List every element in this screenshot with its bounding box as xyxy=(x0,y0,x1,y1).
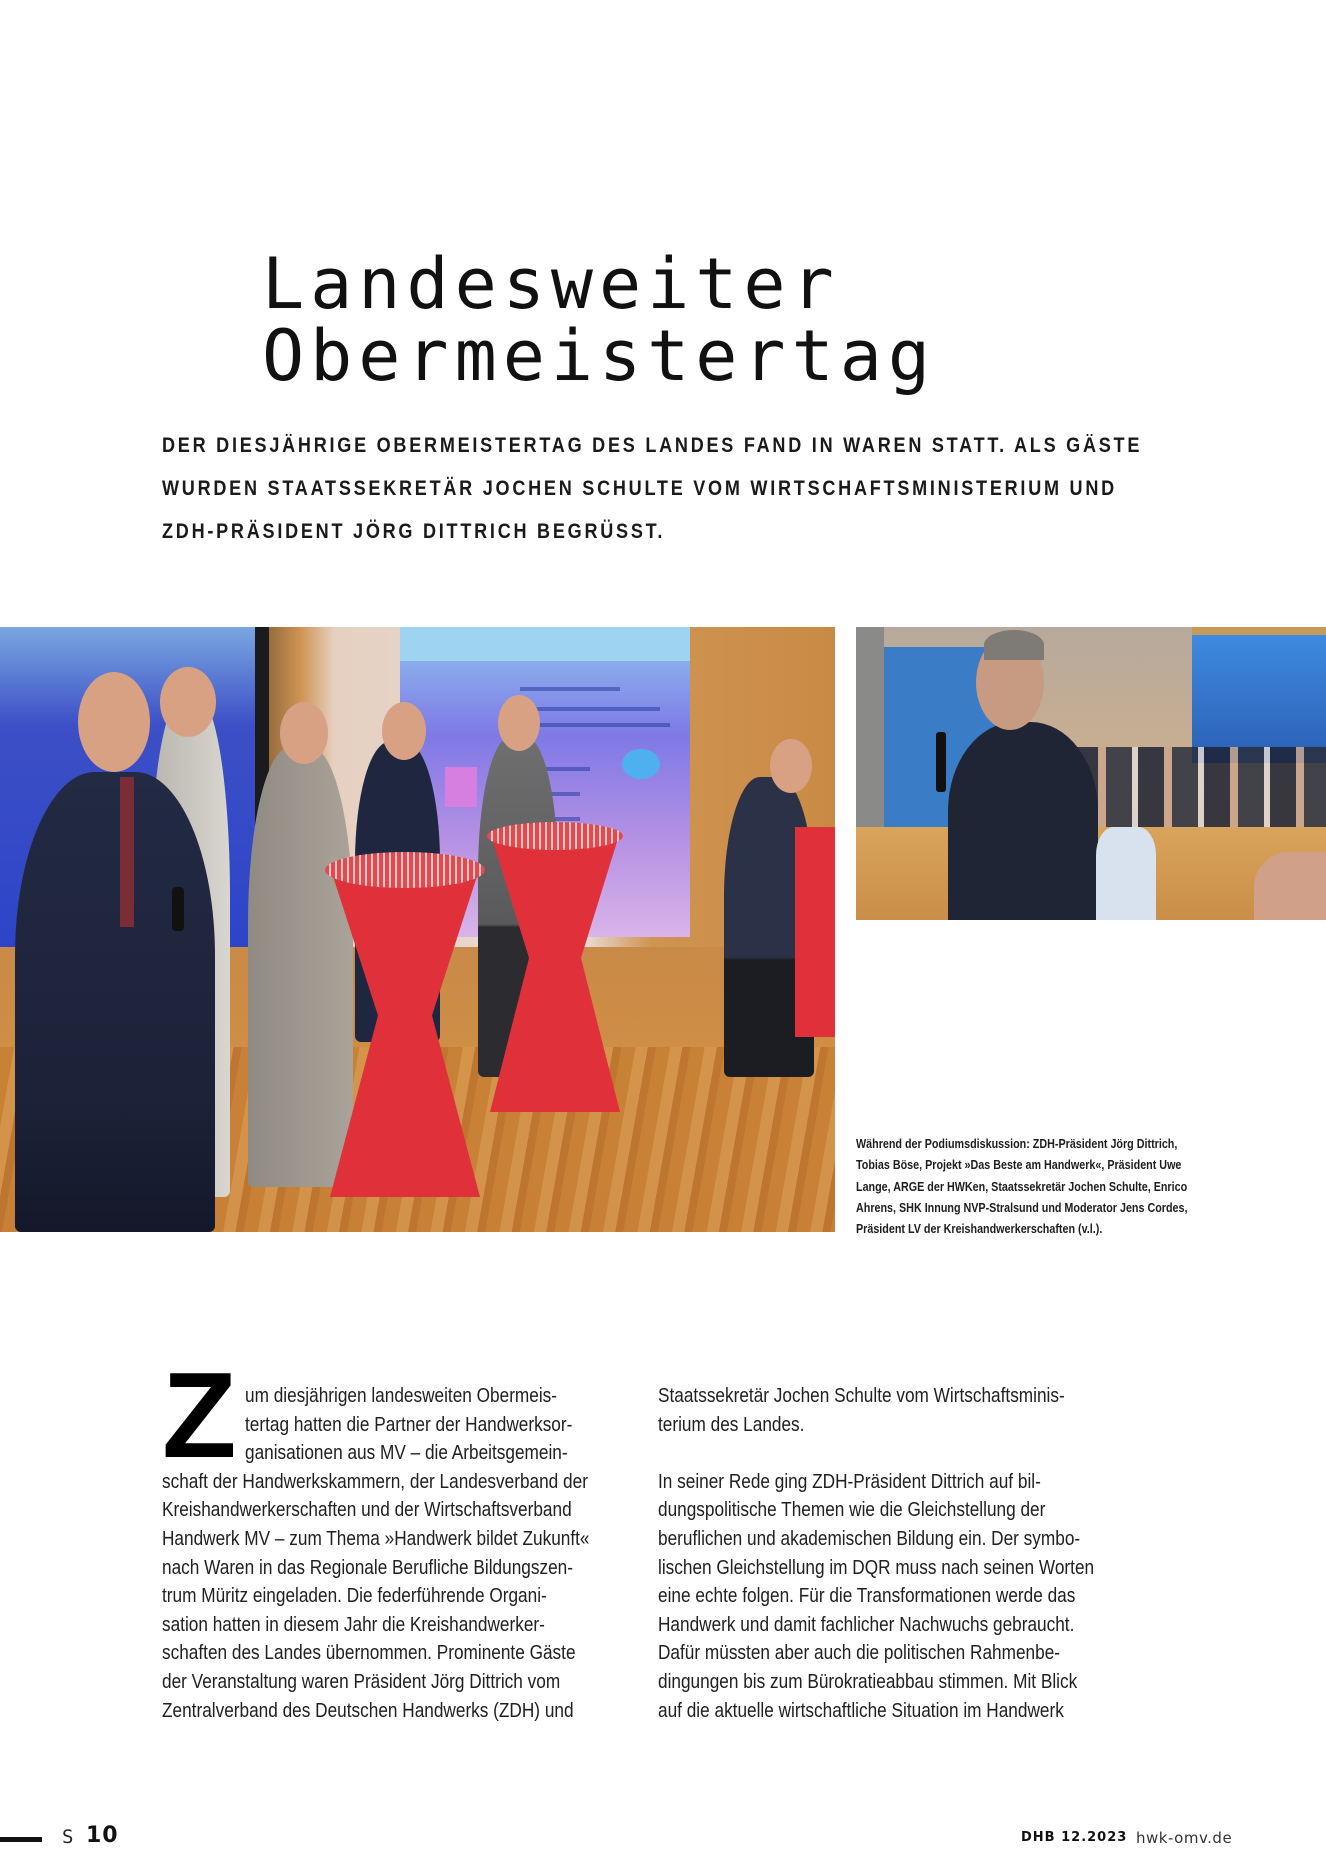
paragraph-gap xyxy=(658,1439,1177,1468)
body-line: Zentralverband des Deutschen Handwerks (ZDH) und xyxy=(162,1698,574,1722)
body-line: Handwerk MV – zum Thema »Handwerk bildet Zukunft« xyxy=(162,1526,590,1550)
body-line: trum Müritz eingeladen. Die federführende Organi- xyxy=(162,1584,547,1608)
body-line: dingungen bis zum Bürokratieabbau stimmen. Mit Blick xyxy=(658,1669,1078,1693)
body-line: beruflichen und akademischen Bildung ein. Der symbo- xyxy=(658,1526,1081,1550)
body-line: lischen Gleichstellung im DQR muss nach seinen Worten xyxy=(658,1555,1095,1579)
audience-question-photo xyxy=(856,627,1326,920)
person-5-head xyxy=(498,695,540,751)
body-line: Handwerk und damit fachlicher Nachwuchs gebraucht. xyxy=(658,1612,1075,1636)
page-number: 10 xyxy=(86,1823,119,1848)
lead-line: ZDH-PRÄSIDENT JÖRG DITTRICH BEGRÜSST. xyxy=(162,520,666,543)
body-line: Kreishandwerkerschaften und der Wirtschaftsverband xyxy=(162,1498,572,1522)
person-4-head xyxy=(382,702,426,760)
person-3-head xyxy=(280,702,328,764)
footer-section-prefix: S xyxy=(62,1826,74,1848)
body-line: der Veranstaltung waren Präsident Jörg Dittrich vom xyxy=(162,1669,561,1693)
body-line: nach Waren in das Regionale Berufliche Bildungszen- xyxy=(162,1555,573,1579)
body-line: um diesjährigen landesweiten Obermeis- xyxy=(245,1384,558,1407)
standing-table-2-top xyxy=(487,822,623,850)
website-label: hwk-omv.de xyxy=(1136,1829,1233,1847)
body-line: tertag hatten die Partner der Handwerksor- xyxy=(245,1412,573,1436)
body-line: schaften des Landes übernommen. Prominente Gäste xyxy=(162,1641,576,1665)
speaker xyxy=(15,772,215,1232)
body-column-left xyxy=(162,1382,671,1725)
caption-line: Lange, ARGE der HWKen, Staatssekretär Jochen Schulte, Enrico xyxy=(856,1179,1188,1194)
article-headline xyxy=(262,243,937,397)
standing-man-hair xyxy=(984,630,1044,660)
standing-table-3 xyxy=(795,827,835,1037)
photo-window xyxy=(1192,627,1326,763)
drop-cap: Z xyxy=(162,1347,237,1483)
body-column-right xyxy=(658,1382,1177,1725)
standing-man xyxy=(948,722,1098,920)
footer-rule xyxy=(0,1837,42,1842)
podium-discussion-photo xyxy=(0,627,835,1232)
lead-line: DER DIESJÄHRIGE OBERMEISTERTAG DES LANDES FAND IN WAREN STATT. ALS GÄSTE xyxy=(162,434,1143,457)
speaker-tie xyxy=(120,777,134,927)
body-line: Dafür müssten aber auch die politischen Rahmenbe- xyxy=(658,1641,1061,1665)
moderator-head xyxy=(770,739,812,793)
speaker-head xyxy=(78,672,150,772)
caption-line: Ahrens, SHK Innung NVP-Stralsund und Moderator Jens Cordes, xyxy=(856,1200,1188,1215)
caption-line: Präsident LV der Kreishandwerkerschaften (v.l.). xyxy=(856,1222,1103,1237)
body-line: In seiner Rede ging ZDH-Präsident Dittrich auf bil- xyxy=(658,1469,1041,1493)
person-3 xyxy=(248,747,353,1187)
body-line: eine echte folgen. Für die Transformationen werde das xyxy=(658,1584,1076,1608)
body-line: ganisationen aus MV – die Arbeitsgemein- xyxy=(245,1441,568,1465)
microphone-icon xyxy=(936,732,946,792)
issue-label: DHB 12.2023 xyxy=(1021,1830,1128,1845)
microphone-icon xyxy=(172,887,184,931)
foreground-head xyxy=(1254,852,1326,920)
photo-caption xyxy=(856,1134,1217,1240)
caption-line: Tobias Böse, Projekt »Das Beste am Handwerk«, Präsident Uwe xyxy=(856,1158,1182,1173)
article-lead xyxy=(162,424,1143,553)
seated-man xyxy=(1096,827,1156,920)
headline-line-2: Obermeistertag xyxy=(262,315,937,397)
body-line: dungspolitische Themen wie die Gleichstellung der xyxy=(658,1498,1046,1522)
body-line: auf die aktuelle wirtschaftliche Situation im Handwerk xyxy=(658,1698,1064,1722)
lead-line: WURDEN STAATSSEKRETÄR JOCHEN SCHULTE VOM WIRTSCHAFTSMINISTERIUM UND xyxy=(162,477,1117,500)
body-line: Staatssekretär Jochen Schulte vom Wirtschaftsminis- xyxy=(658,1384,1065,1407)
body-line: sation hatten in diesem Jahr die Kreishandwerker- xyxy=(162,1612,545,1636)
caption-line: Während der Podiumsdiskussion: ZDH-Präsident Jörg Dittrich, xyxy=(856,1137,1178,1151)
headline-line-1: Landesweiter xyxy=(262,243,840,325)
body-line: terium des Landes. xyxy=(658,1412,805,1436)
body-line: schaft der Handwerkskammern, der Landesverband der xyxy=(162,1469,588,1493)
person-2-head xyxy=(160,667,216,737)
standing-table-1-top xyxy=(325,852,485,888)
